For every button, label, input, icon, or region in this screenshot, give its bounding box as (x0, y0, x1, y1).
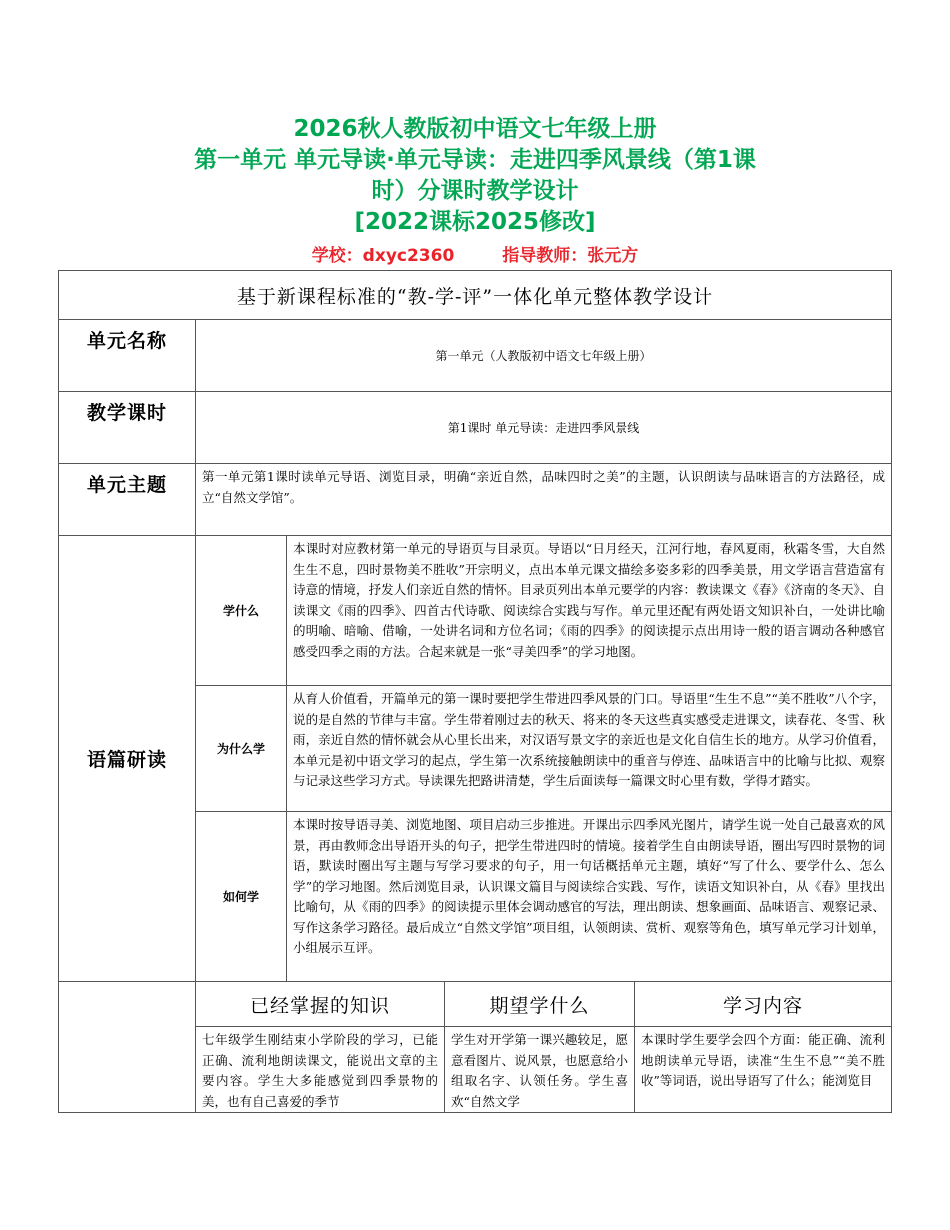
document-title (0, 114, 950, 238)
lesson-value: 第1课时 单元导读：走进四季风景线 (196, 392, 892, 464)
teacher-label: 指导教师：张元方 (502, 246, 639, 266)
design-table (58, 270, 892, 1113)
known-header: 已经掌握的知识 (196, 982, 445, 1027)
expect-header: 期望学什么 (445, 982, 635, 1027)
lesson-label: 教学课时 (59, 392, 196, 464)
study-label: 语篇研读 (59, 536, 196, 982)
known-text (196, 1027, 445, 1113)
meta-line (0, 244, 950, 268)
title-line-1: 2026秋人教版初中语文七年级上册 (293, 116, 657, 142)
analysis-empty-cell (59, 982, 196, 1113)
study-how-text: 本课时按导语寻美、浏览地图、项目启动三步推进。开课出示四季风光图片，请学生说一处自己最喜欢的风景，再由教师念出导语开头的句子，把学生带进四时的情境。接着学生自由朗读导语，圈出写四时景物的词语，默读时圈出写主题与写学习要求的句子，用一句话概括单元主题，填好“写了什么、要学什么、怎么学”的学习地图。然后浏览目录，认识课文篇目与阅读综合实践、写作，读语文知识补白，从《春》里找出比喻句，从《雨的四季》的阅读提示里体会调动感官的写法，理出朗读、想象画面、品味语言、观察记录、写作这条学习路径。最后成立“自然文学馆”项目组，认领朗读、赏析、观察等角色，填写单元学习计划单，小组展示互评。 (287, 812, 892, 982)
expect-text-body: 学生对开学第一课兴趣较足，愿意看图片、说风景，也愿意给小组取名字、认领任务。学生喜欢“自然文学 (451, 1032, 628, 1109)
table-header: 基于新课程标准的“教-学-评”一体化单元整体教学设计 (59, 271, 892, 320)
school-label: 学校：dxyc2360 (311, 246, 455, 266)
title-line-2: 第一单元 单元导读·单元导读：走进四季风景线（第1课 (194, 147, 756, 173)
unit-name-label: 单元名称 (59, 320, 196, 392)
study-why-label: 为什么学 (196, 686, 287, 812)
title-line-3: 时）分课时教学设计 (371, 178, 579, 204)
study-how-label: 如何学 (196, 812, 287, 982)
content-text (635, 1027, 892, 1113)
study-what-label: 学什么 (196, 536, 287, 686)
known-text-body: 七年级学生刚结束小学阶段的学习，已能正确、流利地朗读课文，能说出文章的主要内容。学生大多能感觉到四季景物的美，也有自己喜爱的季节 (202, 1032, 438, 1109)
theme-label: 单元主题 (59, 464, 196, 536)
content-header: 学习内容 (635, 982, 892, 1027)
title-line-4: [2022课标2025修改] (354, 209, 596, 235)
expect-text (445, 1027, 635, 1113)
theme-value: 第一单元第1课时读单元导语、浏览目录，明确“亲近自然，品味四时之美”的主题，认识朗读与品味语言的方法路径，成立“自然文学馆”。 (196, 464, 892, 536)
unit-name-value: 第一单元（人教版初中语文七年级上册） (196, 320, 892, 392)
content-text-body: 本课时学生要学会四个方面：能正确、流利地朗读单元导语，读准“生生不息”“美不胜收”等词语，说出导语写了什么；能浏览目 (641, 1032, 886, 1088)
study-why-text: 从育人价值看，开篇单元的第一课时要把学生带进四季风景的门口。导语里“生生不息”“美不胜收”八个字，说的是自然的节律与丰富。学生带着刚过去的秋天、将来的冬天这些真实感受走进课文，读春花、冬雪、秋雨，亲近自然的情怀就会从心里长出来，对汉语写景文字的亲近也是文化自信生长的地方。从学习价值看，本单元是初中语文学习的起点，学生第一次系统接触朗读中的重音与停连、品味语言中的比喻与比拟、观察与记录这些学习方式。导读课先把路讲清楚，学生后面读每一篇课文时心里有数，学得才踏实。 (287, 686, 892, 812)
study-what-text: 本课时对应教材第一单元的导语页与目录页。导语以“日月经天，江河行地，春风夏雨，秋霜冬雪，大自然生生不息，四时景物美不胜收”开宗明义，点出本单元课文描绘多姿多彩的四季美景，用文学语言营造富有诗意的情境，抒发人们亲近自然的情怀。目录页列出本单元要学的内容：教读课文《春》《济南的冬天》、自读课文《雨的四季》、四首古代诗歌、阅读综合实践与写作。单元里还配有两处语文知识补白，一处讲比喻的明喻、暗喻、借喻，一处讲名词和方位名词；《雨的四季》的阅读提示点出用诗一般的语言调动各种感官感受四季之雨的方法。合起来就是一张“寻美四季”的学习地图。 (287, 536, 892, 686)
